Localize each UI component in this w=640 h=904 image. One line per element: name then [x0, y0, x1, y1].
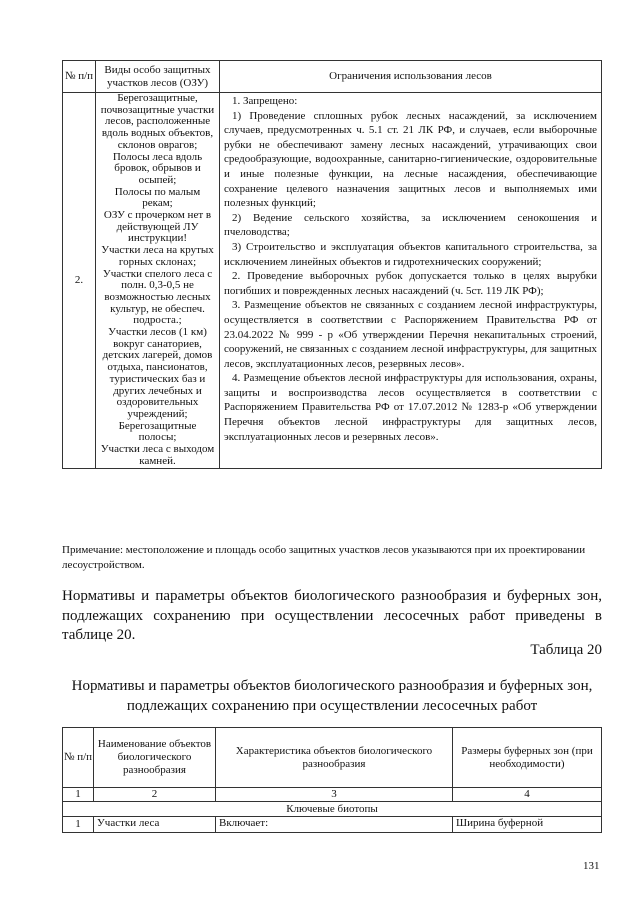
zone-types-cell: [96, 93, 220, 469]
header-object-name: Наименование объектов биологического разнообразия: [94, 728, 216, 788]
col-number-4: 4: [453, 788, 602, 802]
row-num: 1: [63, 817, 94, 833]
zone-type-line: инструкции!: [127, 232, 188, 245]
zone-type-line: Участки лесов (1 км): [108, 326, 207, 339]
zone-type-line: вокруг санаториев,: [113, 337, 202, 350]
zone-type-line: детских лагерей, домов: [102, 349, 213, 362]
zone-type-line: Берегозащитные,: [117, 92, 198, 104]
note: Примечание: местоположение и площадь особо защитных участков лесов указываются при их проектировании лесоустройством.: [62, 544, 586, 571]
restriction-item: 1) Проведение сплошных рубок лесных насаждений, за исключением случаев, предусмотренных ч. 5.1 ст. 21 ЛК РФ, и случаев, если выборочные рубки не обеспечивают замену лесных насаждений, утрачивающих свои средообразующие, водоохранные, санитарно-гигиенические, оздоровительные и иные полезные функции, на лесные насаждения, обеспечивающие сохранение целевого назначения защитных лесов и выполняемых ими полезных функций;: [224, 109, 597, 210]
zone-type-line: полосы;: [138, 431, 177, 444]
object-characteristics: Включает:: [216, 817, 453, 833]
zone-type-line: почвозащитные участки: [100, 103, 215, 116]
zone-type-line: подроста.;: [133, 314, 182, 327]
zone-type-line: бровок, обрывов и: [114, 162, 201, 175]
zone-type-line: полн. 0,3-0,5 не: [121, 279, 194, 292]
zone-type-line: Участки спелого леса с: [102, 267, 213, 280]
intro-paragraph: Нормативы и параметры объектов биологического разнообразия и буферных зон, подлежащих сохранению при осуществлении лесосечных работ приведены в таблице 20.: [62, 588, 602, 643]
buffer-size: Ширина буферной: [453, 817, 602, 833]
restrictions-cell: [220, 93, 602, 469]
object-name: Участки леса: [94, 817, 216, 833]
col-number-2: 2: [94, 788, 216, 802]
header-zone-type: Виды особо защитных участков лесов (ОЗУ): [96, 61, 220, 93]
page-number: 131: [583, 860, 600, 872]
zone-type-line: действующей ЛУ: [116, 220, 199, 233]
zone-type-line: Полосы леса вдоль: [112, 150, 203, 163]
restriction-item: 3) Строительство и эксплуатация объектов капитального строительства, за исключением линейных объектов и гидротехнических сооружений;: [224, 240, 597, 268]
zone-type-line: склонов оврагов;: [117, 138, 198, 151]
zone-type-line: культур, не обеспеч.: [110, 302, 205, 315]
row-number: 2.: [63, 93, 96, 469]
zone-type-line: рекам;: [142, 197, 173, 210]
col-number-3: 3: [216, 788, 453, 802]
restrictions-table: [62, 60, 602, 469]
zone-type-line: Участки леса с выходом: [100, 443, 215, 456]
header-buffer-size: Размеры буферных зон (при необходимости): [453, 728, 602, 788]
biodiversity-table: [62, 727, 602, 833]
restriction-item: 4. Размещение объектов лесной инфраструктуры для использования, охраны, защиты и воспроизводства лесов осуществляется в соответствии с Распоряжением Правительства РФ от 17.07.2012 № 1283-р «Об утверждении Перечня объектов лесной инфраструктуры для защитных лесов, эксплуатационных лесов и резервных лесов».: [224, 372, 597, 443]
table-label: Таблица 20: [530, 642, 602, 658]
zone-type-line: возможностью лесных: [104, 290, 211, 303]
zone-type-line: Участки леса на крутых: [101, 244, 214, 257]
zone-type-line: отдыха, пансионатов,: [107, 361, 208, 374]
zone-type-line: ОЗУ с прочерком нет в: [103, 209, 212, 222]
zone-type-line: осыпей;: [138, 173, 177, 186]
section-header: Ключевые биотопы: [63, 802, 602, 817]
restriction-item: 1. Запрещено:: [232, 95, 298, 107]
zone-type-line: горных склонах;: [118, 255, 197, 268]
zone-type-line: вдоль водных объектов,: [101, 127, 214, 140]
zone-type-line: камней.: [139, 454, 176, 467]
header-num: № п/п: [63, 61, 96, 93]
zone-type-line: учреждений;: [127, 407, 188, 420]
restriction-item: 2. Проведение выборочных рубок допускается только в целях вырубки погибших и поврежденных лесных насаждений (ч. 5ст. 119 ЛК РФ);: [224, 270, 597, 297]
zone-type-line: туристических баз и: [109, 372, 206, 385]
zone-type-line: Берегозащитные: [118, 419, 197, 432]
zone-type-line: лесов, расположенные: [104, 115, 211, 128]
restriction-item: 3. Размещение объектов не связанных с созданием лесной инфраструктуры, осуществляется в соответствии с Распоряжением Правительства РФ от 23.04.2022 № 999 - р «Об утверждении Перечня некапитальных строений, сооружений, не связанных с созданием лесной инфраструктуры, для защитных лесов, эксплуатационных лесов, резервных лесов».: [224, 299, 597, 370]
header-restriction: Ограничения использования лесов: [220, 61, 602, 93]
header-characteristics: Характеристика объектов биологического разнообразия: [216, 728, 453, 788]
header-num: № п/п: [63, 728, 94, 788]
zone-type-line: других лечебных и: [113, 384, 202, 397]
zone-type-line: Полосы по малым: [114, 185, 201, 198]
table-title: Нормативы и параметры объектов биологического разнообразия и буферных зон, подлежащих сохранению при осуществлении лесосечных работ: [71, 678, 593, 714]
col-number-1: 1: [63, 788, 94, 802]
zone-type-line: оздоровительных: [116, 396, 199, 409]
restriction-item: 2) Ведение сельского хозяйства, за исключением сенокошения и пчеловодства;: [224, 211, 597, 239]
